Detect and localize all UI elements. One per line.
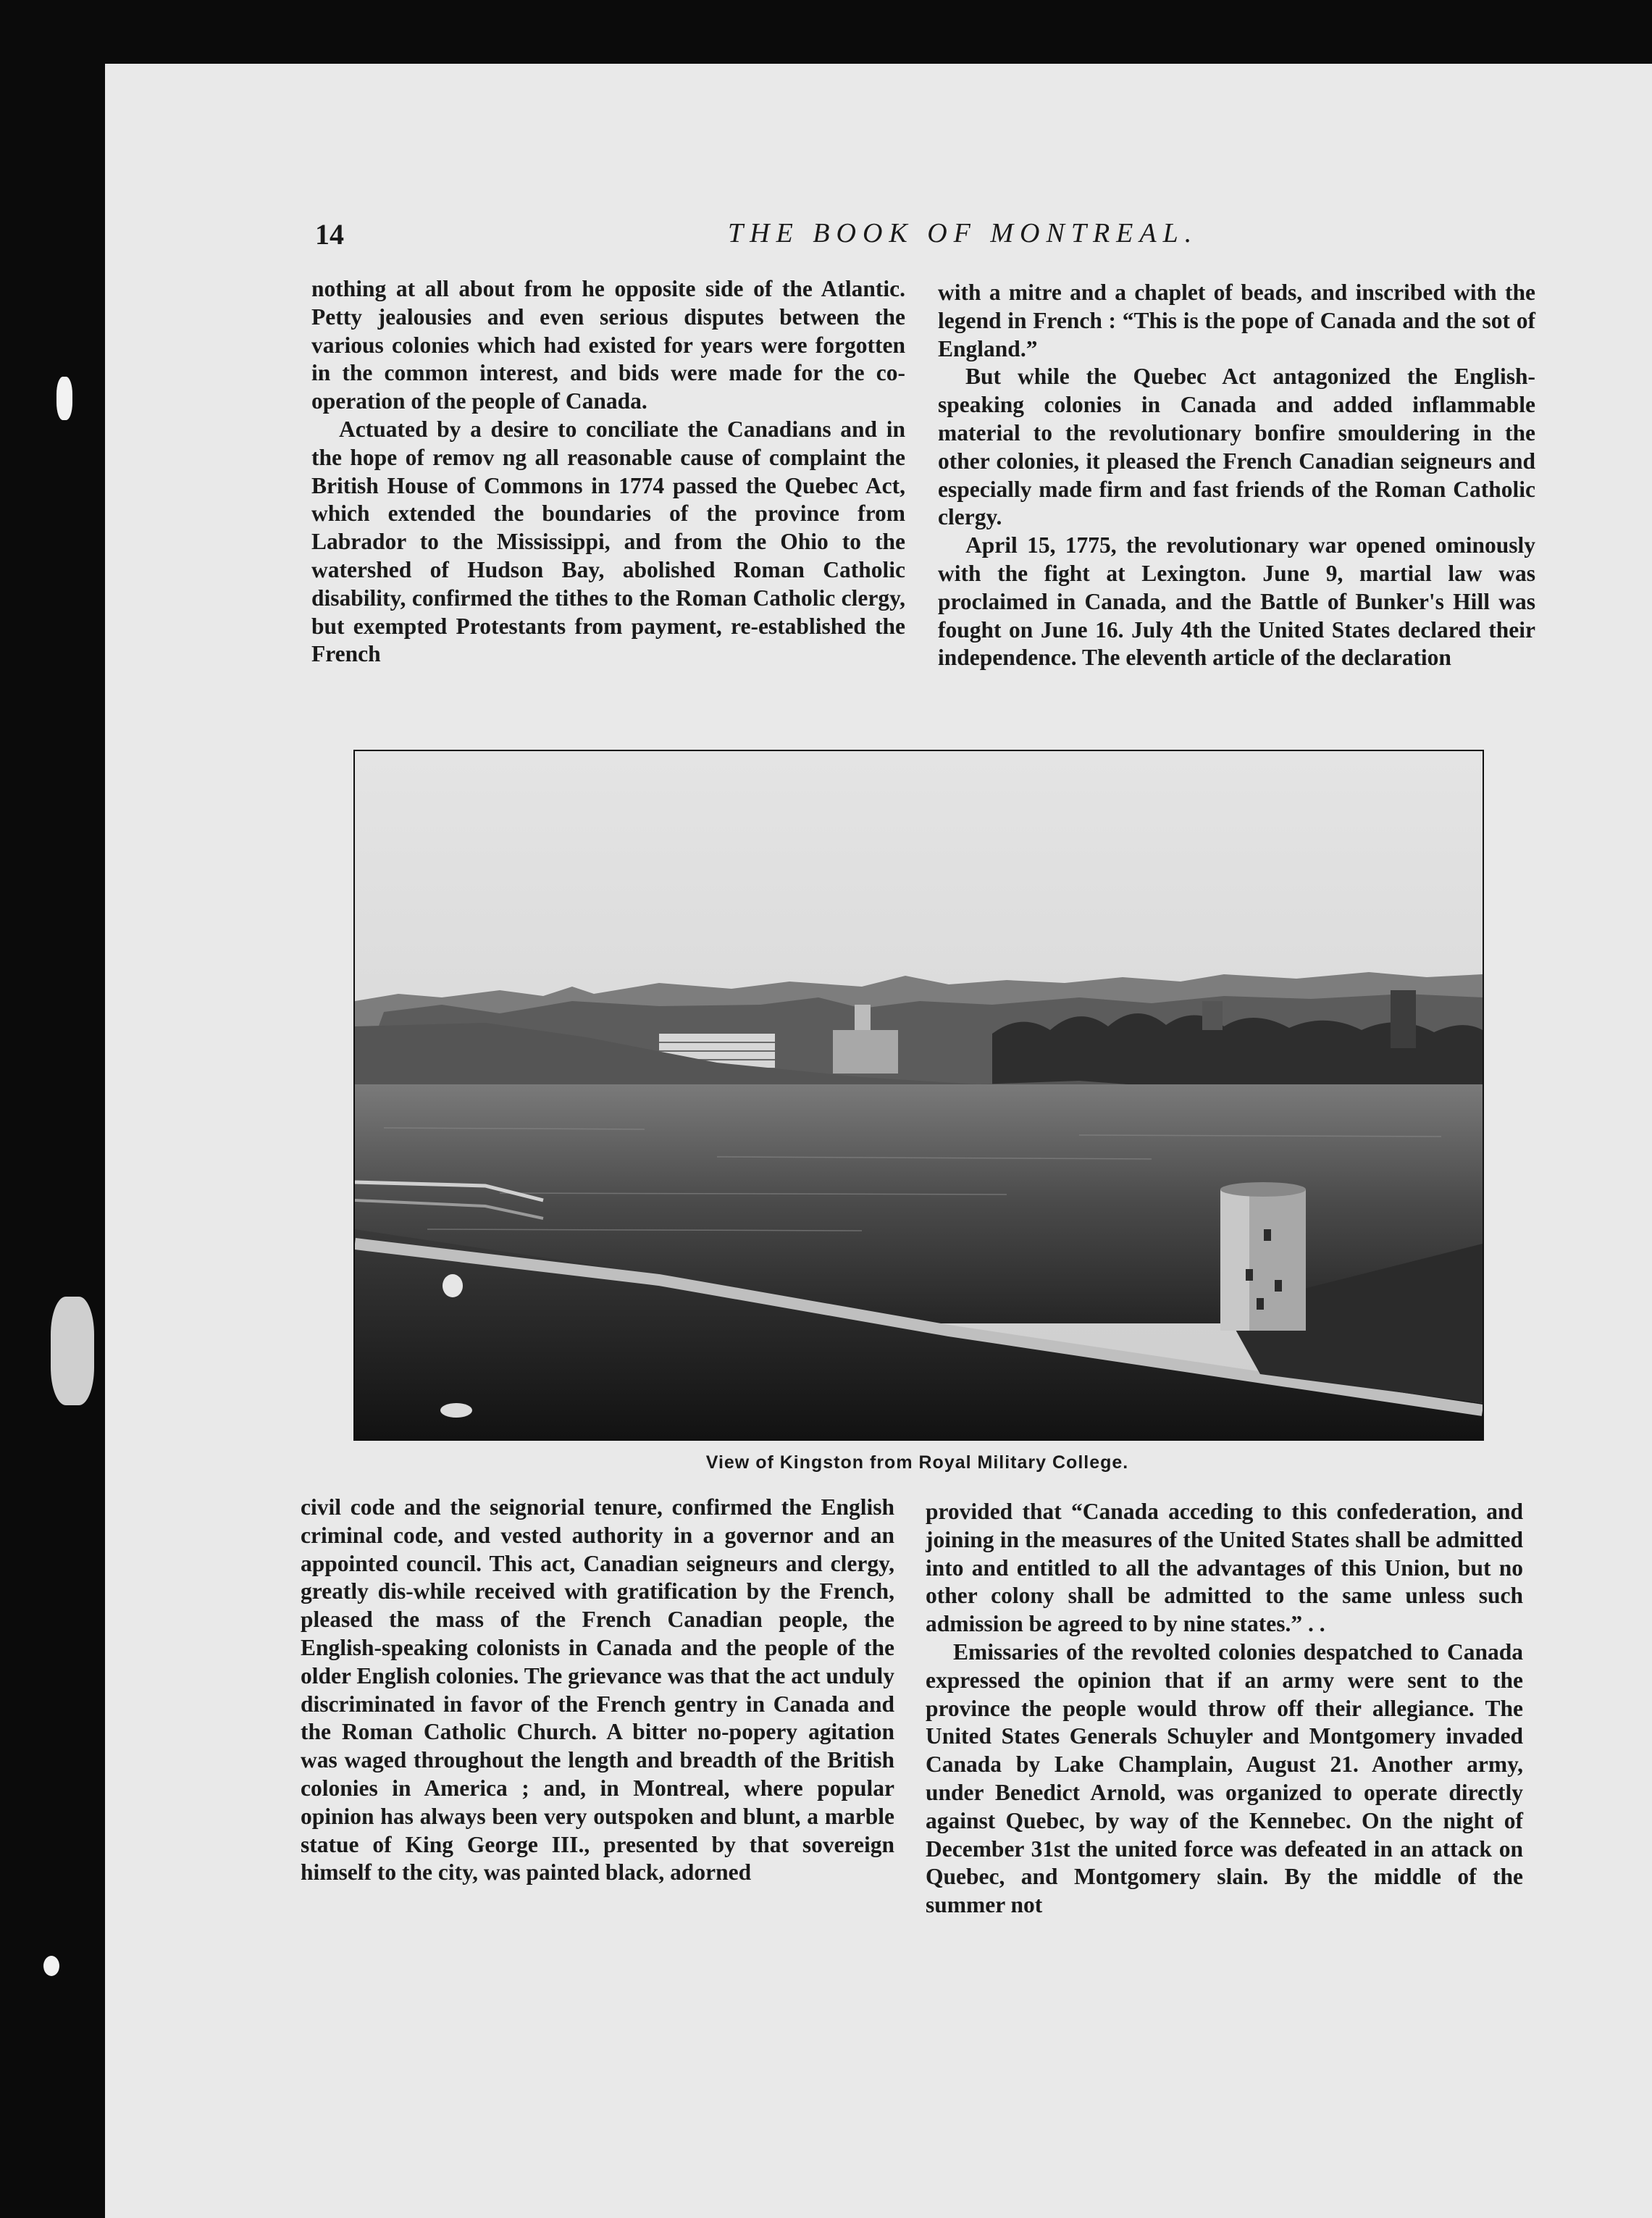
paragraph: April 15, 1775, the revolutionary war opened ominously with the fight at Lexington. June 9, martial law was proclaimed in Canada, and the Battle of Bunker's Hill was fought on June 16. July 4th the United States declared their independence. The eleventh article of the declaration xyxy=(938,532,1535,671)
scan-speck xyxy=(51,1297,94,1405)
paragraph: with a mitre and a chaplet of beads, and inscribed with the legend in French : “This is the pope of Canada and the sot of England.” xyxy=(938,280,1535,361)
paragraph: nothing at all about from he opposite side of the Atlantic. Petty jealousies and even serious disputes between the various colonies which had existed for years were forgotten in the common interest, and bids were made for the co-operation of the people of Canada. xyxy=(311,276,905,414)
paragraph: Emissaries of the revolted colonies despatched to Canada expressed the opinion that if an army were sent to the province the people would throw off their allegiance. The United States Generals Schuyler and Montgomery invaded Canada by Lake Champlain, August 21. Another army, under Benedict Arnold, was organized to operate directly against Quebec, by way of the Kennebec. On the night of December 31st the united force was defeated in an attack on Quebec, and Montgomery slain. By the middle of the summer not xyxy=(926,1639,1523,1918)
running-header xyxy=(315,217,1535,254)
column-top-left xyxy=(311,275,905,669)
scan-speck xyxy=(43,1956,59,1976)
column-bottom-left xyxy=(301,1494,894,1887)
column-bottom-right xyxy=(926,1498,1523,1920)
paragraph: provided that “Canada acceding to this confederation, and joining in the measures of the United States shall be admitted into and entitled to all the advantages of this Union, but no other colony shall be admitted to the same unless such admission be agreed to by nine states.” . . xyxy=(926,1499,1523,1637)
page-number: 14 xyxy=(315,218,344,251)
paragraph: Actuated by a desire to conciliate the Canadians and in the hope of remov ng all reasonable cause of complaint the British House of Commons in 1774 passed the Quebec Act, which extended the boundaries of the province from Labrador to the Mississippi, and from the Ohio to the watershed of Hudson Bay, abolished Roman Catholic disability, confirmed the tithes to the Roman Catholic clergy, but exempted Protestants from payment, re-established the French xyxy=(311,416,905,667)
scan-speck xyxy=(56,377,72,420)
paragraph: civil code and the seignorial tenure, confirmed the English criminal code, and vested authority in a governor and an appointed council. This act, Canadian seigneurs and clergy, greatly dis-while received with gratification by the French, pleased the mass of the French Canadian people, the English-speaking colonists in Canada and the people of the older English colonies. The grievance was that the act unduly discriminated in favor of the French gentry in Canada and the Roman Catholic Church. A bitter no-popery agitation was waged throughout the length and breadth of the British colonies in America ; and, in Montreal, where popular opinion has always been very outspoken and blunt, a marble statue of King George III., presented by that sovereign himself to the city, was painted black, adorned xyxy=(301,1494,894,1886)
running-title: THE BOOK OF MONTREAL. xyxy=(728,218,1199,248)
kingston-photograph xyxy=(353,750,1484,1441)
figure-caption: View of Kingston from Royal Military College. xyxy=(705,1452,1129,1473)
paragraph: But while the Quebec Act antagonized the English-speaking colonies in Canada and added inflammable material to the revolutionary bonfire smouldering in the other colonies, it pleased the French Canadian seigneurs and especially made firm and fast friends of the Roman Catholic clergy. xyxy=(938,364,1535,530)
column-top-right xyxy=(938,279,1535,672)
